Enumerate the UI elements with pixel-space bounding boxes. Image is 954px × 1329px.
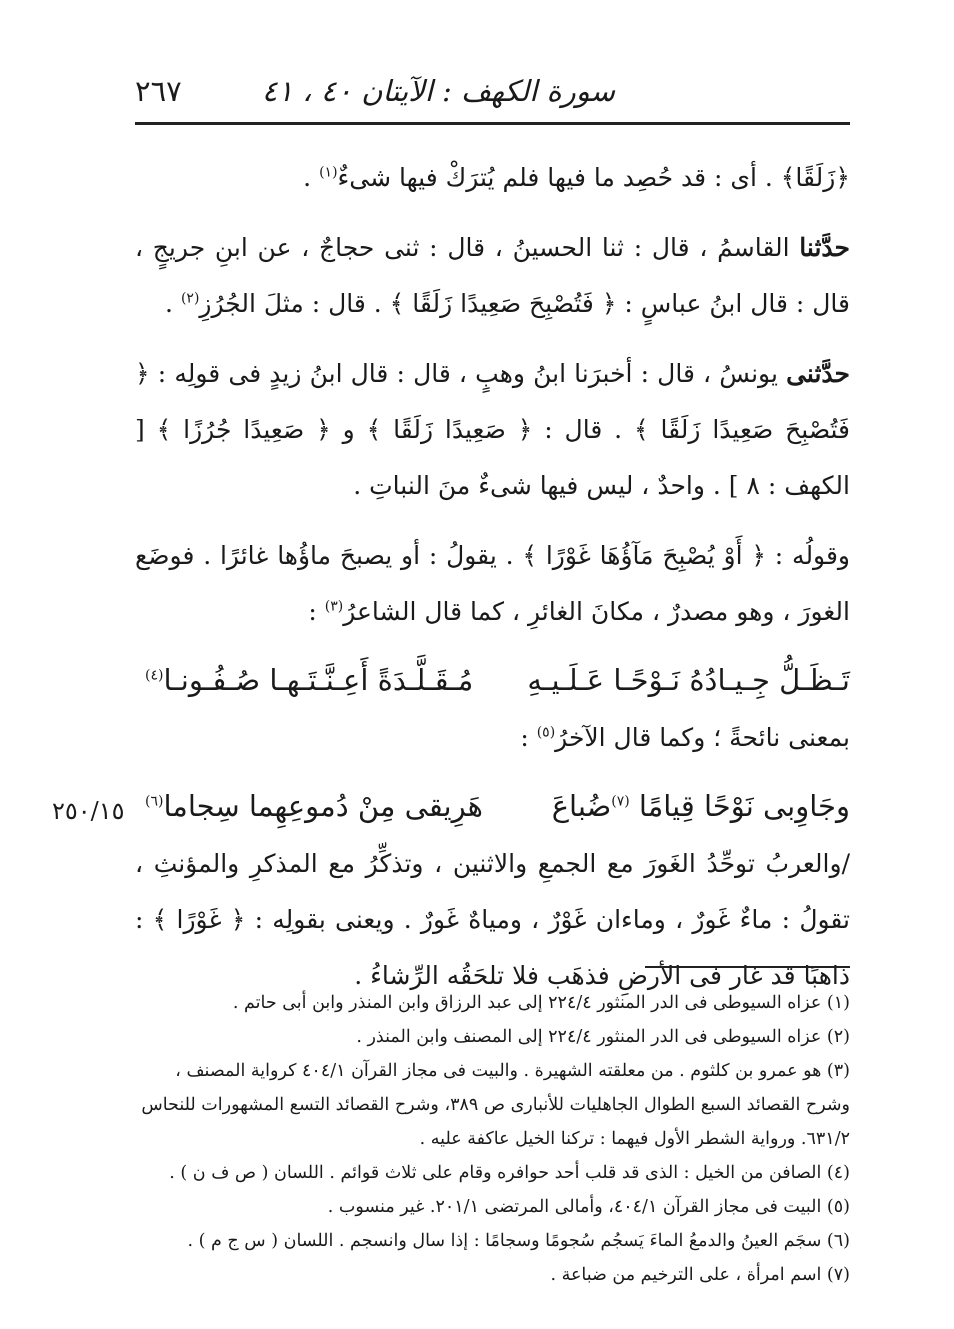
paragraph-end: : xyxy=(520,723,537,752)
footnote-7: (٧) اسم امرأة ، على الترخيم من ضباعة . xyxy=(550,1265,850,1285)
footnote-ref: (٧) xyxy=(611,793,630,810)
footnote-ref: (٤) xyxy=(145,667,164,684)
hemistich-text: ضُباعَ xyxy=(551,789,612,823)
poetry-verse-1 xyxy=(135,646,850,710)
footnote-4: (٤) الصافن من الخيل : الذى قد قلب أحد حوافره وقام على ثلاث قوائم . اللسان ( ص ف ن ) . xyxy=(169,1163,850,1183)
header-rule xyxy=(135,122,850,125)
footnote-ref: (٦) xyxy=(145,793,164,810)
footnote-2: (٢) عزاه السيوطى فى الدر المنثور ٢٢٤/٤ إلى المصنف وابن المنذر . xyxy=(356,1027,850,1047)
footnote-5: (٥) البيت فى مجاز القرآن ٤٠٤/١، وأمالى المرتضى ٢٠١/١. غير منسوب . xyxy=(327,1197,850,1217)
page-number: ٢٦٧ xyxy=(135,74,182,108)
paragraph-text: بمعنى نائحةً ؛ وكما قال الآخرُ xyxy=(555,723,850,752)
paragraph-end: : xyxy=(308,597,325,626)
footnote-3: (٣) هو عمرو بن كلثوم . من معلقته الشهيرة . والبيت فى مجاز القرآن ٤٠٤/١ كرواية المصنف ، وشرح القصائد السبع الطوال الجاهليات للأنبارى ص ٣٨٩، وشرح القصائد التسع المشهورات للنحاس ٦٣١/٢. ورواية الشطر الأول فيهما : تركنا الخيل عاكفة عليه . xyxy=(141,1061,850,1149)
footnote-6: (٦) سجَم العينُ والدمعُ الماءَ يَسجُم سُجومًا وسجامًا : إذا سال وانسجم . اللسان ( س ج م ) . xyxy=(187,1231,850,1251)
paragraph-4 xyxy=(135,528,850,640)
paragraph-text: وقولُه : ﴿ أَوْ يُصْبِحَ مَآؤُهَا غَوْرًا ﴾ . يقولُ : أو يصبحَ ماؤُها غائرًا . فوضَع الغورَ ، وهو مصدرٌ ، مكانَ الغائرِ ، كما قال الشاعرُ xyxy=(135,541,850,626)
footnote-ref: (٥) xyxy=(536,724,556,741)
footnote-ref: (٣) xyxy=(324,598,344,615)
paragraph-text: يونسُ ، قال : أخبرَنا ابنُ وهبٍ ، قال : قال ابنُ زيدٍ فى قولِه : ﴿ فَتُصْبِحَ صَعِيدًا زَلَقًا ﴾ . قال : ﴿ صَعِيدًا زَلَقًا ﴾ و ﴿ صَعِيدًا جُرُزًا ﴾ [ الكهف : ٨ ] . واحدٌ ، ليس فيها شىءٌ منَ النباتِ . xyxy=(135,359,850,500)
paragraph-text: ﴿زَلَقًا﴾ . أى : قد حُصِد ما فيها فلم يُترَكْ فيها شىءٌ xyxy=(337,163,850,192)
paragraph-end: . xyxy=(303,163,320,192)
verse-second-hemistich xyxy=(145,652,473,708)
paragraph-5 xyxy=(135,710,850,766)
isnad-opening: حدَّثنا xyxy=(799,233,850,262)
verse-first-hemistich: تَـظَـلُّ جِـيـادُهُ نَـوْحًـا عَـلَـيـهِ xyxy=(527,663,850,697)
hemistich-text: هَرِيقى مِنْ دُموعِهِما سِجاما xyxy=(163,789,483,823)
verse-second-hemistich xyxy=(145,778,483,834)
footnote-ref: (٢) xyxy=(180,290,200,307)
paragraph-text: القاسمُ ، قال : ثنا الحسينُ ، قال : ثنى حجاجٌ ، عن ابنِ جريجٍ ، قال : قال ابنُ عباسٍ : ﴿ فَتُصْبِحَ صَعِيدًا زَلَقًا ﴾ . قال : مثلَ الجُرُزِ xyxy=(135,233,850,318)
paragraph-2 xyxy=(135,220,850,332)
footnote-ref: (١) xyxy=(319,164,338,181)
running-title: سورة الكهف : الآيتان ٤٠ ، ٤١ xyxy=(261,74,615,108)
footnotes xyxy=(135,986,850,1292)
isnad-opening: حدَّثنى xyxy=(786,359,850,388)
page-header xyxy=(135,62,850,122)
paragraph-1 xyxy=(135,150,850,206)
margin-page-reference: ٢٥٠/١٥ xyxy=(52,797,125,825)
main-text xyxy=(135,150,850,1010)
paragraph-6: /والعربُ توحِّدُ الغَورَ مع الجمعِ والاثنين ، وتذكِّرُ مع المذكرِ والمؤنثِ ، تقولُ : ماءٌ غَورٌ ، وماءان غَوْرٌ ، ومياهٌ غَورٌ . ويعنى بقولِه : ﴿ غَوْرًا ﴾ : ذاهبًا قد غار فى الأرضِ فذهَب فلا تلحَقُه الرِّشاءُ . xyxy=(135,849,850,990)
footnote-separator xyxy=(645,966,850,968)
paragraph-end: . xyxy=(165,289,181,318)
poetry-verse-2 xyxy=(135,772,850,836)
footnote-1: (١) عزاه السيوطى فى الدر المنثور ٢٢٤/٤ إلى عبد الرزاق وابن المنذر وابن أبى حاتم . xyxy=(232,993,850,1013)
hemistich-text: مُـقَـلَّـدَةً أَعِـنَّـتَـهـا صُـفُـونـا xyxy=(163,663,474,697)
paragraph-3 xyxy=(135,346,850,514)
hemistich-text: وجَاوِبى نَوْحًا قِيامًا xyxy=(638,789,850,823)
verse-first-hemistich xyxy=(552,778,850,834)
